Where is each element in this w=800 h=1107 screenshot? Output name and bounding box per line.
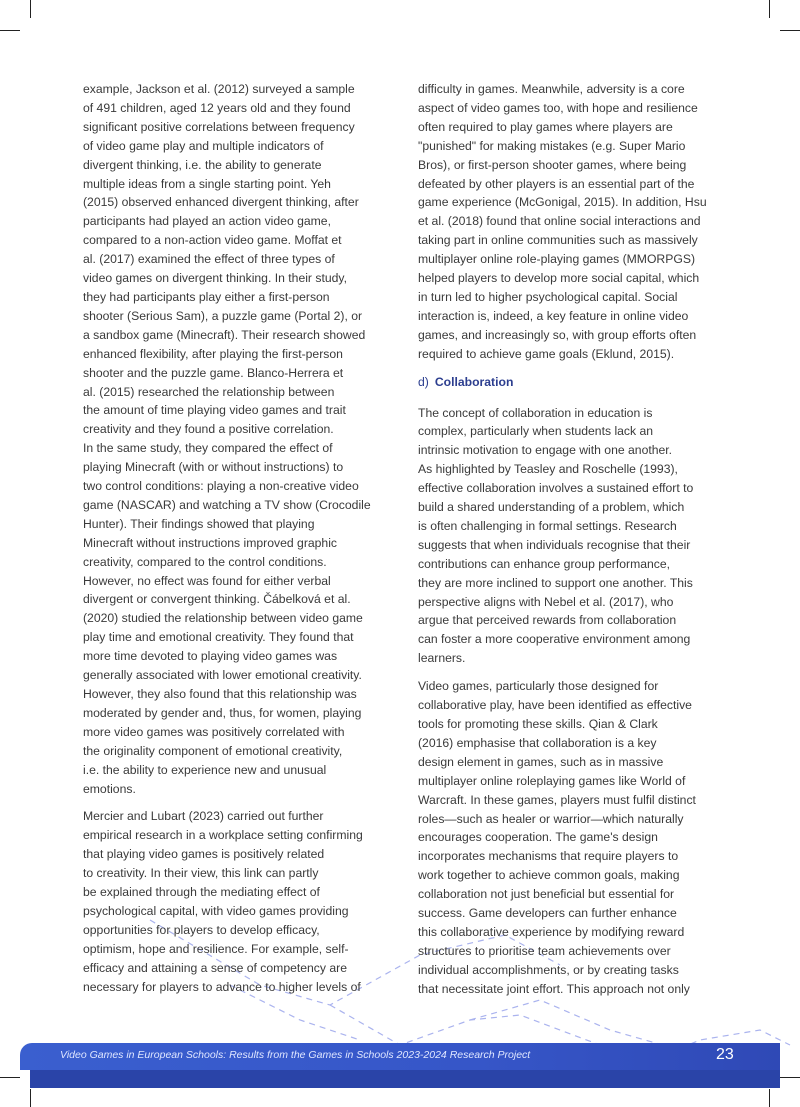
left-column	[83, 80, 383, 1006]
body-paragraph: The concept of collaboration in education is complex, particularly when students lack an intrinsic motivation to engage with one another. As highlighted by Teasley and Roschelle (1993), effective collaboration involves a sustained effort to build a shared understanding of a problem, which is often challenging in formal settings. Research suggests that when individuals recognise that their contributions can enhance group performance, they are more inclined to support one another. This perspective aligns with Nebel et al. (2017), who argue that perceived rewards from collaboration can foster a more cooperative environment among learners.	[418, 405, 694, 666]
section-number: d)	[418, 374, 429, 389]
section-heading	[418, 373, 718, 392]
body-paragraph: Mercier and Lubart (2023) carried out further empirical research in a workplace setting confirming that playing video games is positively related to creativity. In their view, this link can partly be explained through the mediating effect of psychological capital, with video games providing opportunities for players to develop efficacy, optimism, hope and resilience. For example, self- efficacy and attaining a sense of competency are necessary for players to advance to higher levels of	[83, 809, 363, 994]
footer-title: Video Games in European Schools: Results from the Games in Schools 2023-2024 Research Project	[60, 1049, 531, 1061]
body-paragraph: difficulty in games. Meanwhile, adversity is a core aspect of video games too, with hope and resilience often required to play games where players are "punished" for making mistakes (e.g. Super Mario Bros), or first-person shooter games, where being defeated by other players is an essential part of the game experience (McGonigal, 2015). In addition, Hsu et al. (2018) found that online social interactions and taking part in online communities such as massively multiplayer online role-playing games (MMORPGS) helped players to develop more social capital, which in turn led to higher psychological capital. Social interaction is, indeed, a key feature in online video games, and increasingly so, with group efforts often required to achieve game goals (Eklund, 2015).	[418, 82, 707, 361]
section-title: Collaboration	[434, 374, 514, 389]
page-number: 23	[716, 1046, 734, 1063]
body-paragraph: Video games, particularly those designed for collaborative play, have been identified as effective tools for promoting these skills. Qian & Clark (2016) emphasise that collaboration is a key design element in games, such as in massive multiplayer online roleplaying games like World of Warcraft. In these games, players must fulfil distinct roles—such as healer or warrior—which naturally encourages cooperation. The game's design incorporates mechanisms that require players to work together to achieve common goals, making collaboration not just beneficial but essential for success. Game developers can further enhance this collaborative experience by modifying reward structures to prioritise team achievements over individual accomplishments, or by creating tasks that necessitate joint effort. This approach not only	[418, 679, 696, 996]
body-paragraph: example, Jackson et al. (2012) surveyed a sample of 491 children, aged 12 years old and they found significant positive correlations between frequency of video game play and multiple indicators of divergent thinking, i.e. the ability to generate multiple ideas from a single starting point. Yeh (2015) observed enhanced divergent thinking, after participants had played an action video game, compared to a non-action video game. Moffat et al. (2017) examined the effect of three types of video games on divergent thinking. In their study, they had participants play either a first-person shooter (Serious Sam), a puzzle game (Portal 2), or a sandbox game (Minecraft). Their research showed enhanced flexibility, after playing the first-person shooter and the puzzle game. Blanco-Herrera et al. (2015) researched the relationship between the amount of time playing video games and trait creativity and they found a positive correlation. In the same study, they compared the effect of playing Minecraft (with or without instructions) to two control conditions: playing a non-creative video game (NASCAR) and watching a TV show (Crocodile Hunter). Their findings showed that playing Minecraft without instructions improved graphic creativity, compared to the control conditions. However, no effect was found for either verbal divergent or convergent thinking. Čábelková et al. (2020) studied the relationship between video game play time and emotional creativity. They found that more time devoted to playing video games was generally associated with lower emotional creativity. However, they also found that this relationship was moderated by gender and, thus, for women, playing more video games was positively correlated with the originality component of emotional creativity, i.e. the ability to experience new and unusual emotions.	[83, 82, 371, 796]
right-column	[418, 80, 718, 1008]
